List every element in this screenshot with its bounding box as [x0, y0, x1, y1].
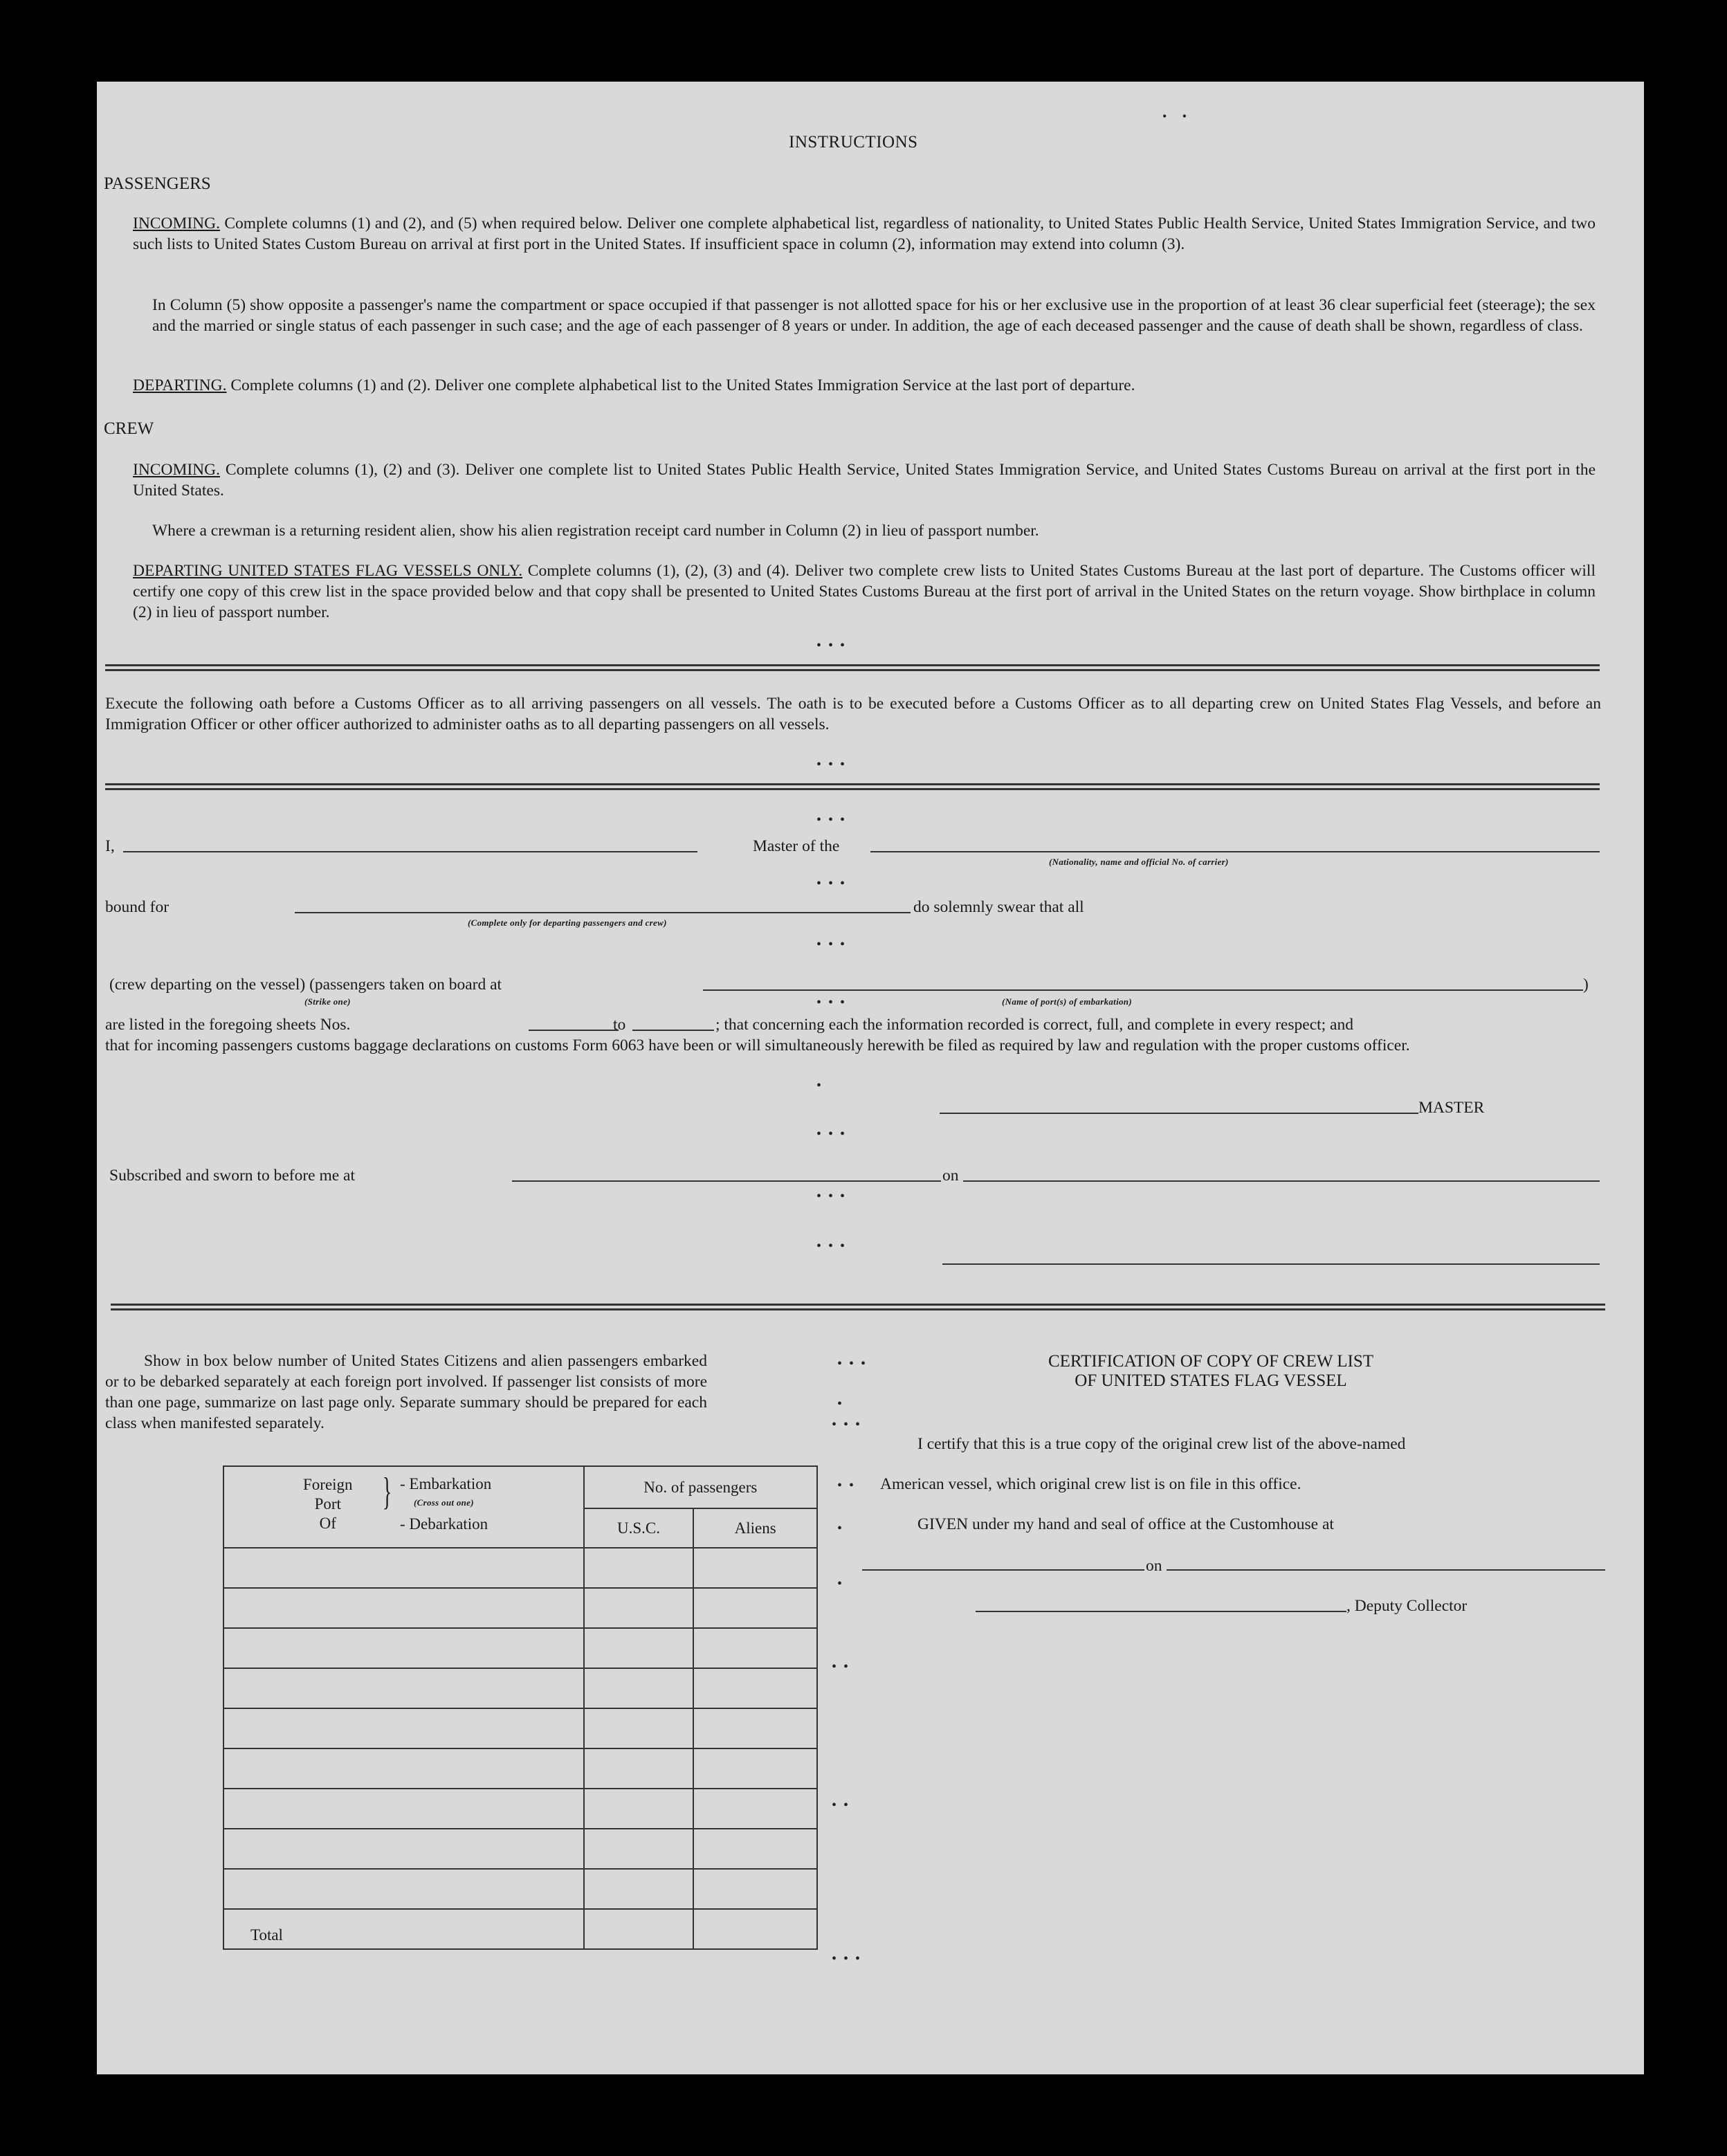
certification-date-field[interactable] [1167, 1569, 1605, 1571]
crew-resident-paragraph: Where a crewman is a returning resident alien, show his alien registration receipt card number in Column (2) in lieu of passport number. [152, 522, 1039, 540]
nationality-caption: (Nationality, name and official No. of carrier) [1049, 857, 1229, 867]
table-cell[interactable] [693, 1748, 817, 1789]
table-cell[interactable] [693, 1548, 817, 1588]
aliens-header-cell: Aliens [693, 1508, 817, 1548]
document-page [97, 82, 1644, 2074]
customhouse-field[interactable] [862, 1569, 1144, 1571]
master-signature-field[interactable] [940, 1113, 1418, 1114]
officer-signature-field[interactable] [942, 1263, 1600, 1265]
table-cell[interactable] [223, 1708, 584, 1748]
double-rule [105, 664, 1600, 671]
crew-departing-paragraph [133, 560, 1596, 623]
passengers-incoming-paragraph [133, 213, 1596, 255]
crew-incoming-paragraph [133, 459, 1596, 501]
table-cell[interactable] [693, 1829, 817, 1869]
table-cell[interactable] [693, 1789, 817, 1829]
column5-paragraph: In Column (5) show opposite a passenger's name the compartment or space occupied if that passenger is not allotted space for his or her exclusive use in the proportion of at least 36 clear superficial feet (steerage); the sex and the married or single status of each passenger in such case; and the age of each passenger of 8 years or under. In addition, the age of each deceased passenger and the cause of death shall be shown, regardless of class. [152, 296, 1596, 335]
binding-dots: ••• [816, 1189, 852, 1204]
passengers-departing-paragraph [133, 375, 1596, 396]
port-header-line1: Foreign [303, 1476, 353, 1493]
table-cell[interactable] [584, 1748, 694, 1789]
oath-intro: Execute the following oath before a Customs Officer as to all arriving passengers on all vessels. The oath is to be executed before a Customs Officer as to all departing crew on United States Flag Vessels, and before an Immigration Officer or other officer authorized to administer oaths as to all departing passengers on all vessels. [105, 695, 1601, 733]
double-rule [105, 783, 1600, 790]
binding-dots: •• [837, 1478, 861, 1493]
sworn-date-field[interactable] [963, 1180, 1600, 1182]
crew-incoming-text: Complete columns (1), (2) and (3). Deliver one complete list to United States Public Health Service, United States Immigration Service, and United States Customs Bureau on arrival at the first port in the United States. [133, 461, 1596, 500]
binding-dots: ••• [832, 1951, 868, 1966]
binding-dots: ••• [816, 638, 852, 653]
usc-header-cell: U.S.C. [584, 1508, 694, 1548]
crew-departing-label: DEPARTING UNITED STATES FLAG VESSELS ONLY. [133, 562, 523, 580]
crew-heading: CREW [104, 419, 154, 438]
table-cell[interactable] [223, 1628, 584, 1668]
oath-i-label: I, [105, 837, 115, 855]
vessel-field[interactable] [870, 851, 1600, 852]
table-cell[interactable] [693, 1708, 817, 1748]
binding-dots: ••• [832, 1417, 868, 1432]
binding-dots: ••• [816, 876, 852, 891]
master-of-the-label: Master of the [753, 837, 840, 855]
close-paren: ) [1583, 976, 1589, 994]
bound-for-caption: (Complete only for departing passengers and crew) [468, 917, 667, 928]
total-usc-cell[interactable] [584, 1909, 694, 1949]
summary-instructions: Show in box below number of United States Citizens and alien passengers embarked or to be debarked separately at each foreign port involved. If passenger list consists of more than one page, summarize on last page only. Separate summary should be prepared for each class when manifested separately. [105, 1352, 707, 1432]
binding-dots: ••• [837, 1356, 873, 1371]
bound-for-label: bound for [105, 898, 170, 916]
passengers-incoming-label: INCOMING. [133, 214, 220, 232]
bound-for-field[interactable] [295, 912, 911, 913]
binding-dots: ••• [816, 1239, 852, 1254]
total-label-cell: Total [223, 1909, 584, 1949]
table-cell[interactable] [584, 1829, 694, 1869]
port-header-line3: Of [319, 1515, 336, 1532]
port-header-label [303, 1475, 353, 1533]
sheets-text-continued: that for incoming passengers customs baggage declarations on customs Form 6063 have been or will simultaneously herewith be filed as required by law and regulation with the proper customs officer. [105, 1036, 1410, 1054]
page-title: INSTRUCTIONS [789, 133, 918, 152]
table-cell[interactable] [584, 1869, 694, 1909]
table-cell[interactable] [223, 1548, 584, 1588]
swear-text: do solemnly swear that all [913, 898, 1084, 916]
table-cell[interactable] [584, 1668, 694, 1708]
certification-on-label: on [1146, 1557, 1162, 1575]
table-cell[interactable] [223, 1829, 584, 1869]
sheet-to-field[interactable] [632, 1030, 714, 1031]
deputy-collector-label: , Deputy Collector [1346, 1597, 1468, 1615]
sworn-place-field[interactable] [512, 1180, 941, 1182]
table-cell[interactable] [223, 1789, 584, 1829]
brace-icon: } [382, 1470, 392, 1513]
binding-dots: • [837, 1576, 850, 1591]
strike-one-caption: (Strike one) [304, 996, 351, 1007]
sheet-from-field[interactable] [529, 1030, 619, 1031]
sheets-prefix: are listed in the foregoing sheets Nos. [105, 1016, 351, 1034]
passengers-departing-text: Complete columns (1) and (2). Deliver one complete alphabetical list to the United States Immigration Service at the last port of departure. [230, 376, 1135, 394]
total-aliens-cell[interactable] [693, 1909, 817, 1949]
binding-dots: • [837, 1521, 850, 1536]
subscribed-label: Subscribed and sworn to before me at [109, 1167, 356, 1185]
passengers-incoming-text: Complete columns (1) and (2), and (5) when required below. Deliver one complete alphabetical list, regardless of nationality, to United States Public Health Service, United States Immigration Service, and two such lists to United States Custom Bureau on arrival at first port in the United States. If insufficient space in column (2), information may extend into column (3). [133, 214, 1596, 253]
certification-line3: GIVEN under my hand and seal of office at the Customhouse at [917, 1515, 1334, 1533]
binding-dots: •• [832, 1659, 856, 1674]
cross-out-caption: (Cross out one) [414, 1497, 474, 1508]
certification-title [955, 1352, 1467, 1391]
crew-incoming-label: INCOMING. [133, 461, 220, 479]
binding-dots: ••• [816, 757, 852, 772]
certification-title-line2: OF UNITED STATES FLAG VESSEL [1075, 1371, 1347, 1390]
table-cell[interactable] [223, 1869, 584, 1909]
table-cell[interactable] [223, 1588, 584, 1628]
passengers-heading: PASSENGERS [104, 174, 211, 193]
table-cell[interactable] [693, 1628, 817, 1668]
embarkation-option[interactable]: - Embarkation [400, 1475, 492, 1492]
binding-dots: • [816, 1078, 829, 1093]
table-cell[interactable] [223, 1668, 584, 1708]
passengers-header-cell: No. of passengers [584, 1466, 817, 1508]
certification-line1: I certify that this is a true copy of the original crew list of the above-named [917, 1435, 1406, 1453]
binding-dots: ••• [816, 995, 852, 1010]
certification-line2: American vessel, which original crew list is on file in this office. [880, 1475, 1301, 1493]
double-rule [111, 1304, 1605, 1310]
binding-dots: ••• [816, 1126, 852, 1142]
crew-departing-label: (crew departing on the vessel) (passengers taken on board at [109, 976, 502, 994]
sworn-on-label: on [942, 1167, 959, 1185]
port-header-line2: Port [314, 1495, 341, 1513]
table-cell[interactable] [693, 1588, 817, 1628]
embarkation-port-field[interactable] [703, 989, 1583, 991]
table-cell[interactable] [584, 1628, 694, 1668]
table-cell[interactable] [584, 1789, 694, 1829]
table-cell[interactable] [584, 1548, 694, 1588]
master-name-field[interactable] [123, 851, 697, 852]
table-cell[interactable] [584, 1588, 694, 1628]
master-signature-label: MASTER [1418, 1099, 1485, 1117]
crew-departing-text: Complete columns (1), (2), (3) and (4). Deliver two complete crew lists to United States Customs Bureau at the last port of departure. The Customs officer will certify one copy of this crew list in the space provided below and that copy shall be presented to United States Customs Bureau at the first port of arrival in the United States on the return voyage. Show birthplace in column (2) in lieu of passport number. [133, 562, 1596, 621]
binding-dots: •• [832, 1798, 856, 1813]
table-cell[interactable] [223, 1748, 584, 1789]
binding-dots: ••• [816, 812, 852, 828]
sheets-text: ; that concerning each the information recorded is correct, full, and complete in every respect; and [715, 1016, 1353, 1034]
binding-dots: ••• [816, 937, 852, 952]
passenger-summary-table [223, 1465, 818, 1950]
debarkation-option[interactable]: - Debarkation [400, 1515, 488, 1533]
ports-caption: (Name of port(s) of embarkation) [1002, 996, 1132, 1007]
table-cell[interactable] [693, 1869, 817, 1909]
table-cell[interactable] [584, 1708, 694, 1748]
sheets-to-label: to [613, 1016, 626, 1034]
stray-marks: • • [1162, 109, 1187, 123]
table-cell[interactable] [693, 1668, 817, 1708]
passengers-departing-label: DEPARTING. [133, 376, 227, 394]
deputy-collector-signature-field[interactable] [976, 1611, 1346, 1612]
certification-title-line1: CERTIFICATION OF COPY OF CREW LIST [1048, 1352, 1374, 1371]
port-header-cell [223, 1466, 584, 1548]
binding-dots: • [837, 1396, 850, 1412]
